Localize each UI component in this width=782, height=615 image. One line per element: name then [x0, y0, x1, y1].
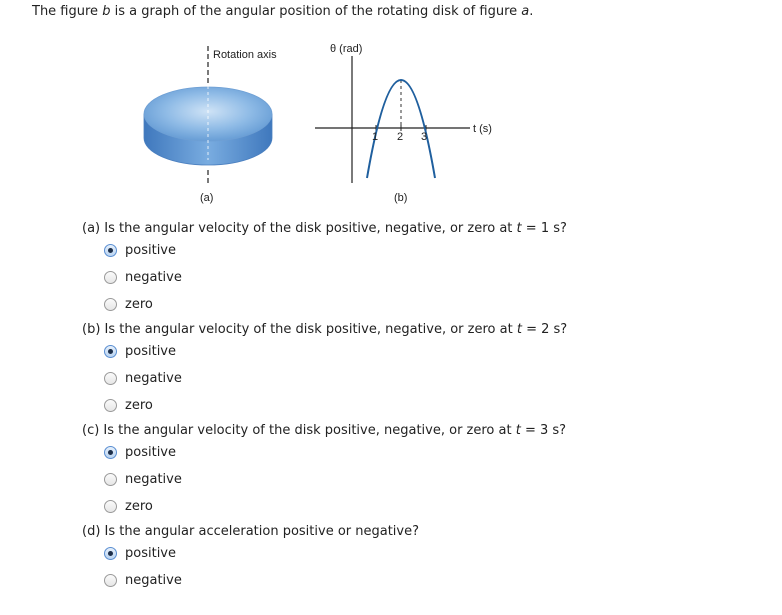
question-d-option-negative[interactable]: [104, 571, 182, 589]
radio-button[interactable]: [104, 298, 117, 311]
t-axis-label: t (s): [473, 123, 492, 135]
question-a-option-negative[interactable]: [104, 268, 182, 286]
question-a-suffix: = 1 s?: [521, 221, 567, 236]
question-c-suffix: = 3 s?: [520, 423, 567, 438]
question-b-option-negative[interactable]: [104, 369, 182, 387]
question-c-text: (c) Is the angular velocity of the disk positive, negative, or zero at: [82, 423, 516, 438]
rotation-axis-label: Rotation axis: [213, 49, 277, 61]
question-d-text: (d) Is the angular acceleration positive or negative?: [82, 524, 420, 539]
option-label: positive: [125, 545, 176, 561]
question-a: [82, 221, 567, 236]
caption-b: (b): [394, 192, 408, 204]
option-label: positive: [125, 242, 176, 258]
question-c-option-positive[interactable]: [104, 443, 176, 461]
tick-3-label: 3: [421, 131, 428, 143]
question-b-option-positive[interactable]: [104, 342, 176, 360]
radio-button[interactable]: [104, 473, 117, 486]
question-b-text: (b) Is the angular velocity of the disk positive, negative, or zero at: [82, 322, 517, 337]
question-c-var: t: [515, 423, 521, 438]
option-label: zero: [125, 296, 153, 312]
question-d: [82, 524, 419, 539]
radio-button[interactable]: [104, 271, 117, 284]
option-label: positive: [125, 343, 176, 359]
option-label: positive: [125, 444, 176, 460]
theta-axis-label: θ (rad): [330, 43, 363, 55]
question-a-var: t: [516, 221, 522, 236]
question-b-var: t: [516, 322, 522, 337]
radio-button[interactable]: [104, 500, 117, 513]
intro-text-3: .: [529, 4, 534, 19]
figure: [0, 0, 782, 215]
intro-var-a: a: [521, 4, 530, 19]
caption-a: (a): [200, 192, 214, 204]
question-c: [82, 423, 566, 438]
radio-button-checked[interactable]: [104, 345, 117, 358]
question-a-text: (a) Is the angular velocity of the disk positive, negative, or zero at: [82, 221, 517, 236]
intro-var-b: b: [102, 4, 111, 19]
question-a-option-zero[interactable]: [104, 295, 153, 313]
radio-button-checked[interactable]: [104, 244, 117, 257]
tick-2-label: 2: [397, 131, 404, 143]
radio-button[interactable]: [104, 574, 117, 587]
question-c-option-zero[interactable]: [104, 497, 153, 515]
disk-top: [144, 87, 272, 141]
question-c-option-negative[interactable]: [104, 470, 182, 488]
option-label: negative: [125, 471, 182, 487]
radio-button-checked[interactable]: [104, 547, 117, 560]
graph-figure: [315, 43, 492, 204]
option-label: zero: [125, 397, 153, 413]
intro-text-2: is a graph of the angular position of the rotating disk of figure: [110, 4, 522, 19]
option-label: negative: [125, 269, 182, 285]
option-label: negative: [125, 370, 182, 386]
question-b-suffix: = 2 s?: [521, 322, 568, 337]
option-label: zero: [125, 498, 153, 514]
option-label: negative: [125, 572, 182, 588]
question-b-option-zero[interactable]: [104, 396, 153, 414]
question-d-option-positive[interactable]: [104, 544, 176, 562]
radio-button[interactable]: [104, 399, 117, 412]
radio-button-checked[interactable]: [104, 446, 117, 459]
radio-button[interactable]: [104, 372, 117, 385]
question-b: [82, 322, 567, 337]
question-a-option-positive[interactable]: [104, 241, 176, 259]
figure-svg: [0, 0, 782, 215]
disk-figure: [144, 46, 277, 204]
intro-text-1: The figure: [32, 4, 103, 19]
tick-1-label: 1: [372, 131, 379, 143]
